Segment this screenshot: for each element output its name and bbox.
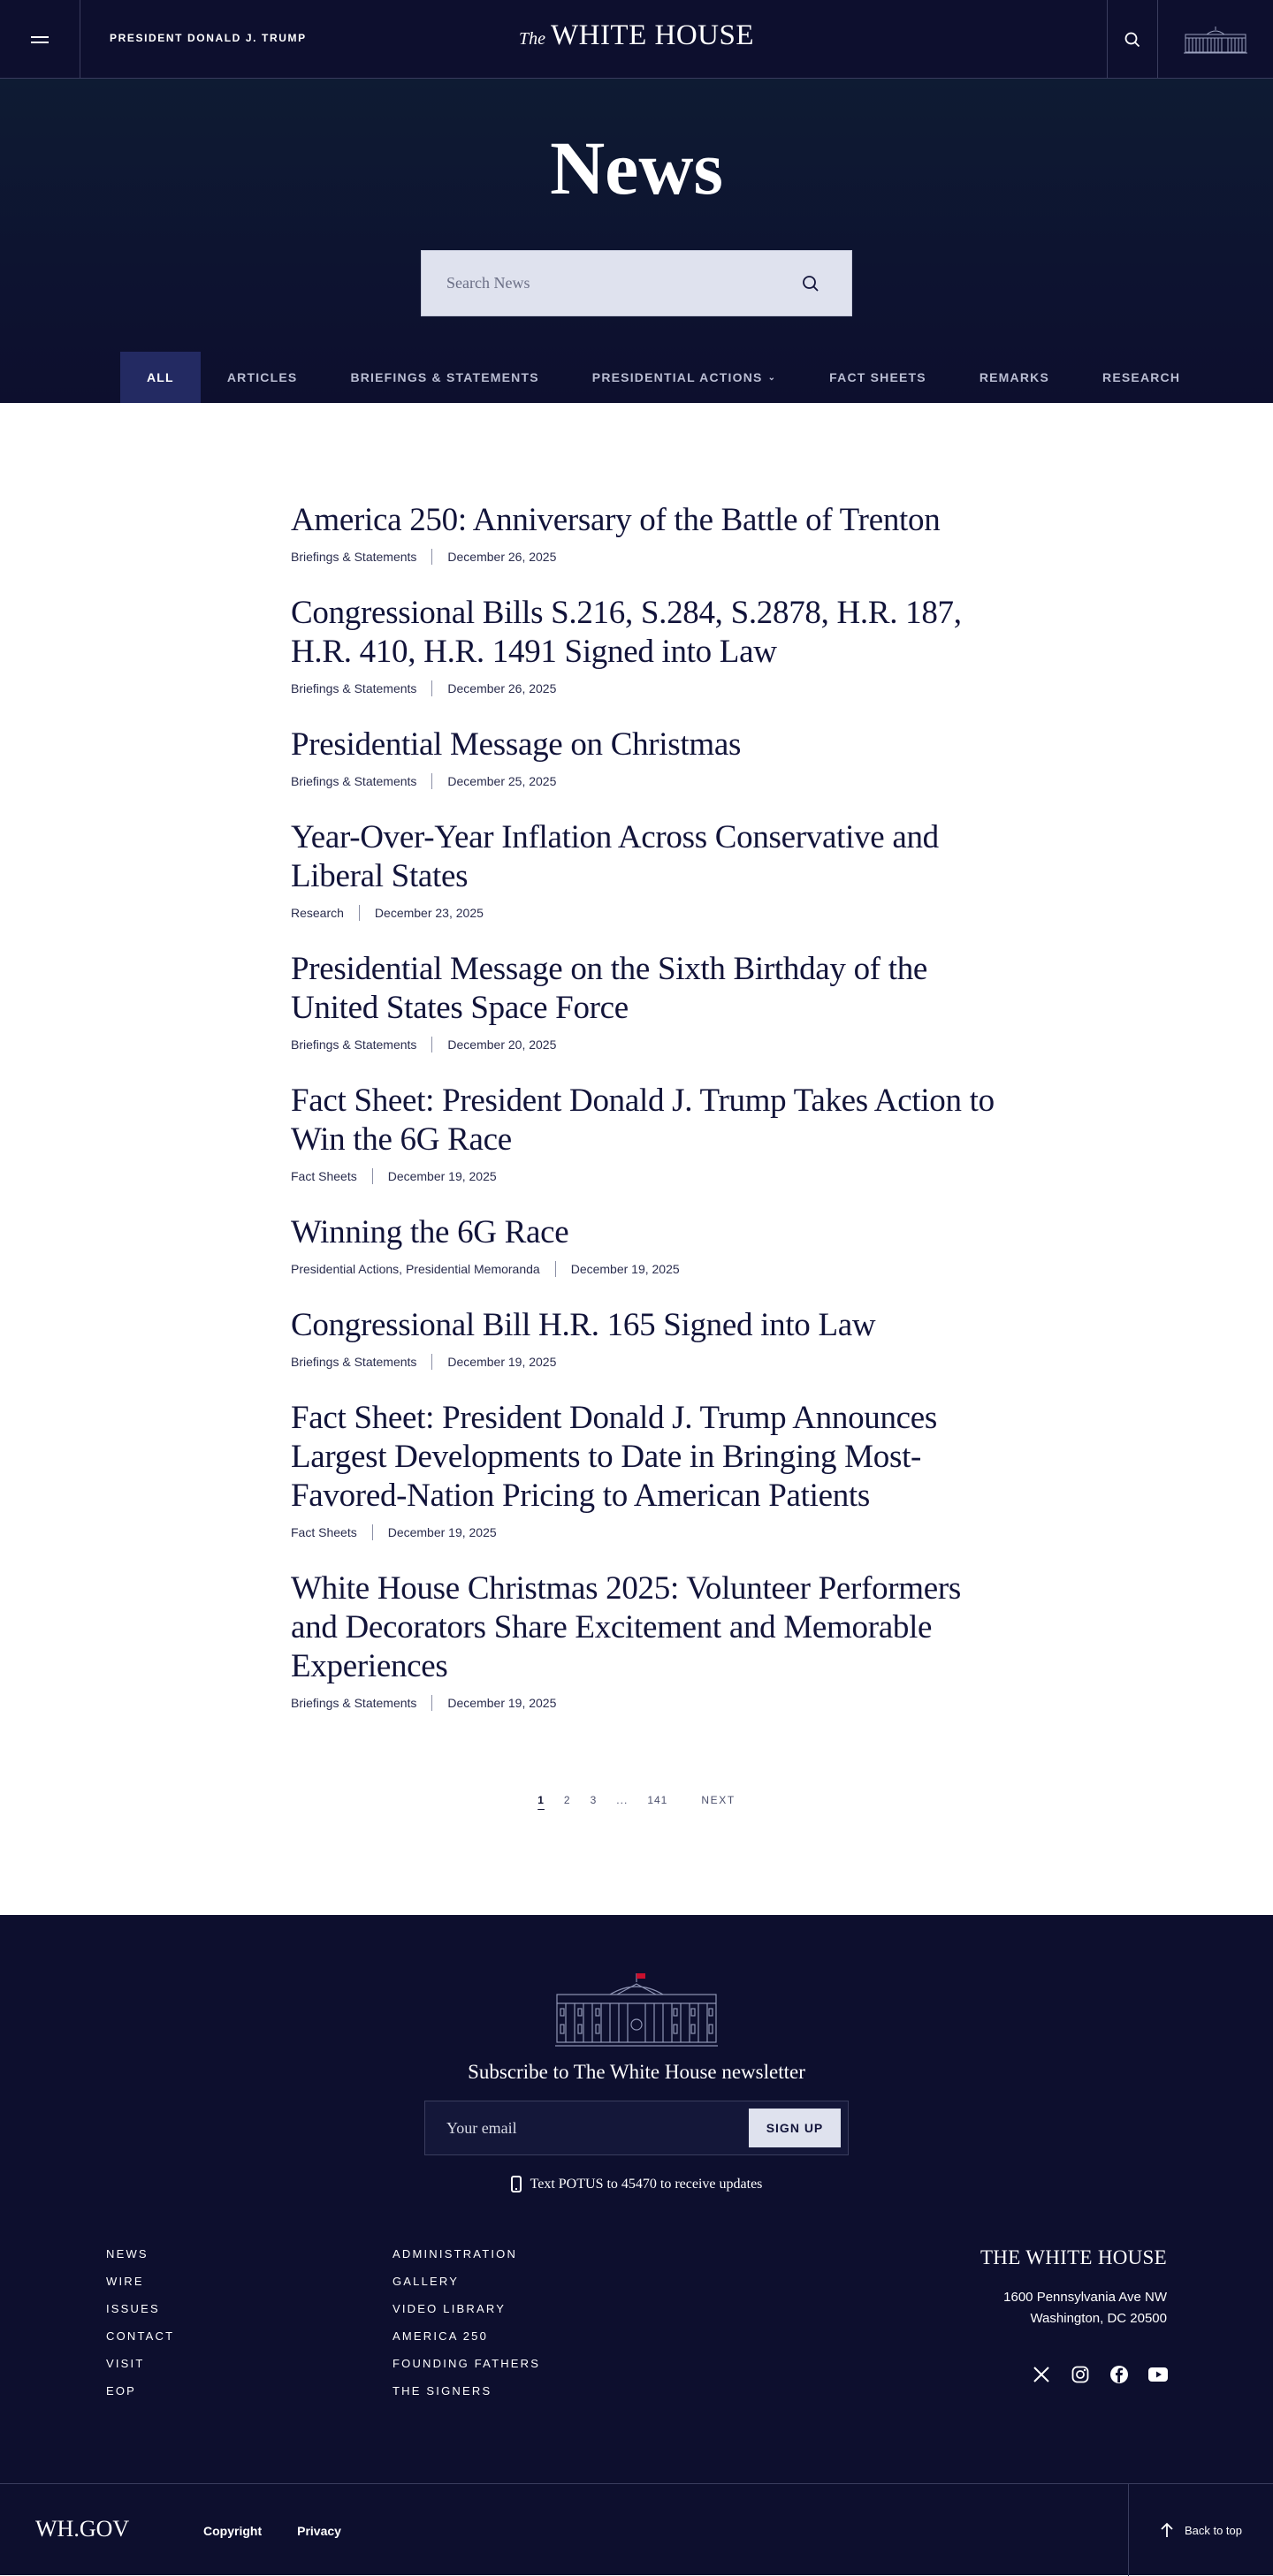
article-meta	[291, 1524, 998, 1540]
news-hero	[0, 79, 1273, 403]
menu-button[interactable]	[0, 0, 80, 79]
article-title-link[interactable]: Congressional Bills S.216, S.284, S.2878, H.R. 187, H.R. 410, H.R. 1491 Signed into Law	[291, 595, 962, 670]
article-category[interactable]: Fact Sheets	[291, 1169, 357, 1183]
text-updates-label: Text POTUS to 45470 to receive updates	[530, 2176, 763, 2192]
tab-remarks[interactable]	[953, 352, 1076, 403]
footer-link-visit[interactable]: VISIT	[106, 2357, 145, 2370]
list-item	[291, 1213, 998, 1277]
email-field[interactable]	[425, 2101, 743, 2154]
sign-up-button[interactable]: SIGN UP	[749, 2109, 841, 2147]
footer-link-eop[interactable]: EOP	[106, 2384, 137, 2397]
tab-research[interactable]	[1076, 352, 1207, 403]
article-date: December 26, 2025	[447, 550, 557, 564]
site-header	[0, 0, 1273, 79]
article-meta	[291, 680, 998, 696]
article-meta	[291, 1354, 998, 1370]
article-date: December 26, 2025	[447, 681, 557, 695]
news-search	[421, 250, 852, 316]
president-link[interactable]: PRESIDENT DONALD J. TRUMP	[110, 32, 307, 44]
copyright-link[interactable]: Copyright	[203, 2524, 263, 2538]
phone-icon	[511, 2176, 522, 2192]
white-house-emblem[interactable]	[1157, 0, 1273, 79]
article-meta	[291, 773, 998, 789]
list-item	[291, 1082, 998, 1184]
tab-label: ALL	[147, 370, 174, 384]
article-date: December 19, 2025	[447, 1696, 557, 1710]
article-date: December 19, 2025	[570, 1262, 680, 1276]
article-category[interactable]: Briefings & Statements	[291, 1696, 417, 1710]
meta-divider	[555, 1261, 556, 1277]
meta-divider	[359, 905, 360, 921]
x-icon[interactable]	[1031, 2364, 1052, 2385]
footer-address	[980, 2287, 1167, 2329]
social-links	[1031, 2364, 1169, 2385]
article-date: December 20, 2025	[447, 1037, 557, 1052]
facebook-icon[interactable]	[1109, 2364, 1130, 2385]
article-date: December 19, 2025	[387, 1169, 497, 1183]
privacy-link[interactable]: Privacy	[297, 2524, 341, 2538]
list-item	[291, 1569, 998, 1711]
article-meta	[291, 1037, 998, 1052]
article-meta	[291, 905, 998, 921]
article-title-link[interactable]: White House Christmas 2025: Volunteer Performers and Decorators Share Excitement and Memorable Experiences	[291, 1570, 962, 1684]
footer-link-wire[interactable]: WIRE	[106, 2275, 144, 2288]
article-category[interactable]: Fact Sheets	[291, 1525, 357, 1539]
page-link-last[interactable]: 141	[647, 1794, 668, 1806]
list-item	[291, 1399, 998, 1540]
white-house-icon	[1184, 25, 1247, 55]
tab-label: ARTICLES	[226, 370, 298, 384]
article-category[interactable]: Presidential Actions, Presidential Memoranda	[291, 1262, 540, 1276]
page-link-3[interactable]: 3	[590, 1794, 598, 1806]
meta-divider	[431, 1695, 432, 1711]
search-icon[interactable]	[802, 275, 819, 293]
tab-label: PRESIDENTIAL ACTIONS	[591, 370, 763, 384]
footer-link-administration[interactable]: ADMINISTRATION	[393, 2247, 518, 2261]
footer-link-america-250[interactable]: AMERICA 250	[393, 2329, 489, 2343]
article-date: December 19, 2025	[447, 1355, 557, 1369]
newsletter-title: Subscribe to The White House newsletter	[468, 2061, 805, 2083]
article-date: December 19, 2025	[387, 1525, 497, 1539]
list-item	[291, 594, 998, 696]
tab-fact-sheets[interactable]	[803, 352, 953, 403]
article-category[interactable]: Briefings & Statements	[291, 550, 417, 564]
next-page-link[interactable]: NEXT	[701, 1794, 736, 1806]
article-meta	[291, 1261, 998, 1277]
article-category[interactable]: Briefings & Statements	[291, 774, 417, 788]
tab-label: REMARKS	[979, 370, 1050, 384]
footer-link-issues[interactable]: ISSUES	[106, 2302, 160, 2315]
footer-address-block	[980, 2246, 1167, 2329]
tab-briefings-statements[interactable]	[324, 352, 565, 403]
meta-divider	[431, 773, 432, 789]
back-to-top-label: Back to top	[1184, 2523, 1243, 2537]
meta-divider	[372, 1168, 373, 1184]
article-category[interactable]: Briefings & Statements	[291, 1037, 417, 1052]
article-title-link[interactable]: Year-Over-Year Inflation Across Conservative and Liberal States	[291, 819, 939, 894]
white-house-icon	[555, 1972, 718, 2048]
site-footer	[0, 1915, 1273, 2575]
search-icon	[1124, 32, 1140, 48]
tab-label: BRIEFINGS & STATEMENTS	[350, 370, 539, 384]
meta-divider	[372, 1524, 373, 1540]
list-item	[291, 818, 998, 921]
list-item	[291, 726, 998, 789]
article-list	[291, 501, 998, 1740]
article-category[interactable]: Briefings & Statements	[291, 1355, 417, 1369]
category-tabs	[120, 352, 1207, 403]
article-meta	[291, 1695, 998, 1711]
brand-the: The	[518, 29, 545, 49]
brand-name: WHITE HOUSE	[550, 19, 755, 51]
article-title-link[interactable]: America 250: Anniversary of the Battle of Trenton	[291, 502, 941, 538]
footer-link-contact[interactable]: CONTACT	[106, 2329, 175, 2343]
page-link-1[interactable]: 1	[537, 1794, 545, 1806]
footer-link-the-signers[interactable]: THE SIGNERS	[393, 2384, 492, 2397]
meta-divider	[431, 1354, 432, 1370]
footer-link-news[interactable]: NEWS	[106, 2247, 149, 2261]
article-category[interactable]: Briefings & Statements	[291, 681, 417, 695]
meta-divider	[431, 1037, 432, 1052]
meta-divider	[431, 549, 432, 565]
page-ellipsis: ...	[616, 1794, 629, 1806]
list-item	[291, 950, 998, 1052]
pagination	[0, 1790, 1273, 1810]
header-search-button[interactable]	[1107, 0, 1157, 79]
instagram-icon[interactable]	[1070, 2364, 1091, 2385]
article-date: December 23, 2025	[374, 906, 484, 920]
page-title: News	[550, 125, 723, 210]
article-meta	[291, 1168, 998, 1184]
footer-nav-secondary	[393, 2247, 540, 2412]
list-item	[291, 1306, 998, 1370]
article-title-link[interactable]: Fact Sheet: President Donald J. Trump Takes Action to Win the 6G Race	[291, 1083, 995, 1158]
youtube-icon[interactable]	[1147, 2364, 1169, 2385]
article-title-link[interactable]: Fact Sheet: President Donald J. Trump Announces Largest Developments to Date in Bringing Most-Favored-Nation Pricing to American Patients	[291, 1400, 938, 1514]
article-title-link[interactable]: Presidential Message on Christmas	[291, 726, 742, 763]
tab-presidential-actions[interactable]	[566, 352, 803, 403]
hamburger-icon	[31, 35, 49, 44]
article-title-link[interactable]: Congressional Bill H.R. 165 Signed into Law	[291, 1307, 876, 1343]
footer-link-founding-fathers[interactable]: FOUNDING FATHERS	[393, 2357, 541, 2370]
tab-all[interactable]	[120, 352, 201, 403]
newsletter-form	[424, 2101, 849, 2155]
arrow-up-icon	[1160, 2522, 1174, 2538]
tab-label: FACT SHEETS	[829, 370, 926, 384]
legal-links	[203, 2524, 341, 2538]
footer-bottom-bar	[0, 2483, 1273, 2575]
article-meta	[291, 549, 998, 565]
article-title-link[interactable]: Presidential Message on the Sixth Birthday of the United States Space Force	[291, 951, 928, 1026]
chevron-down-icon: ⌄	[767, 372, 777, 383]
footer-link-video-library[interactable]: VIDEO LIBRARY	[393, 2302, 507, 2315]
meta-divider	[431, 680, 432, 696]
wh-gov-logo[interactable]: WH.GOV	[35, 2516, 130, 2542]
footer-link-gallery[interactable]: GALLERY	[393, 2275, 460, 2288]
article-category[interactable]: Research	[291, 906, 344, 920]
article-date: December 25, 2025	[447, 774, 557, 788]
list-item	[291, 501, 998, 565]
footer-nav-primary	[106, 2247, 174, 2412]
article-title-link[interactable]: Winning the 6G Race	[291, 1214, 569, 1250]
address-line: Washington, DC 20500	[1030, 2311, 1167, 2326]
back-to-top-button[interactable]	[1128, 2484, 1273, 2576]
page-link-2[interactable]: 2	[563, 1794, 571, 1806]
address-line: 1600 Pennsylvania Ave NW	[1003, 2290, 1167, 2305]
footer-org-name: THE WHITE HOUSE	[980, 2246, 1167, 2268]
text-updates-note	[0, 2176, 1273, 2192]
tab-label: RESEARCH	[1102, 370, 1181, 384]
tab-articles[interactable]	[201, 352, 324, 403]
search-input[interactable]	[422, 251, 793, 315]
